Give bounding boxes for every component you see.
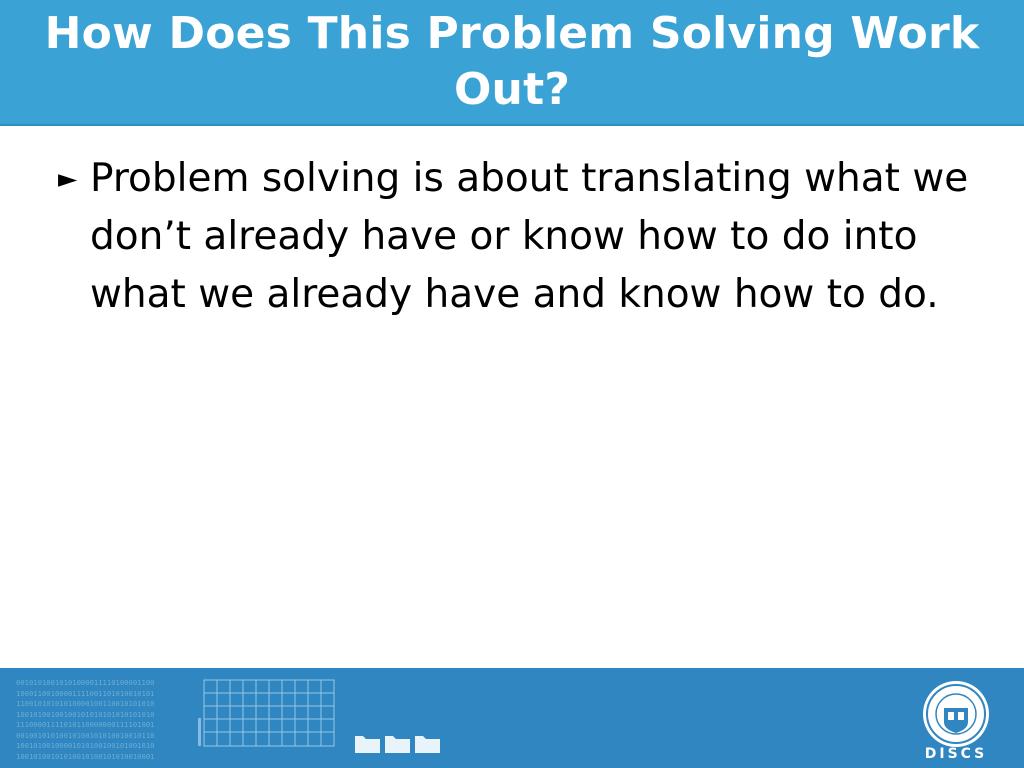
- binary-pattern: 00101010010101000011110100001100 10001100100001111001101010010101 11001010101010000100110010101010 10010100100100101010101010101010 11100001111010110000000111101001 00100101010010100101010010010110 10010100100001010100100101001010 10010100101010010100101010010001: [16, 678, 155, 761]
- footer-band: [0, 668, 1024, 768]
- slide-title: How Does This Problem Solving Work Out?: [44, 8, 980, 115]
- folder-icons: [354, 732, 444, 754]
- university-seal-icon: [920, 678, 992, 750]
- discs-label: DISCS: [924, 746, 988, 762]
- grid-graphic-icon: [198, 678, 348, 754]
- title-bar: [0, 0, 1024, 126]
- bullet-item: [58, 150, 998, 324]
- slide-body: [58, 150, 998, 324]
- bullet-text: Problem solving is about translating what we don’t already have or know how to do into what we already have and know how to do.: [90, 156, 969, 317]
- bullet-arrow-icon: ►: [58, 164, 78, 193]
